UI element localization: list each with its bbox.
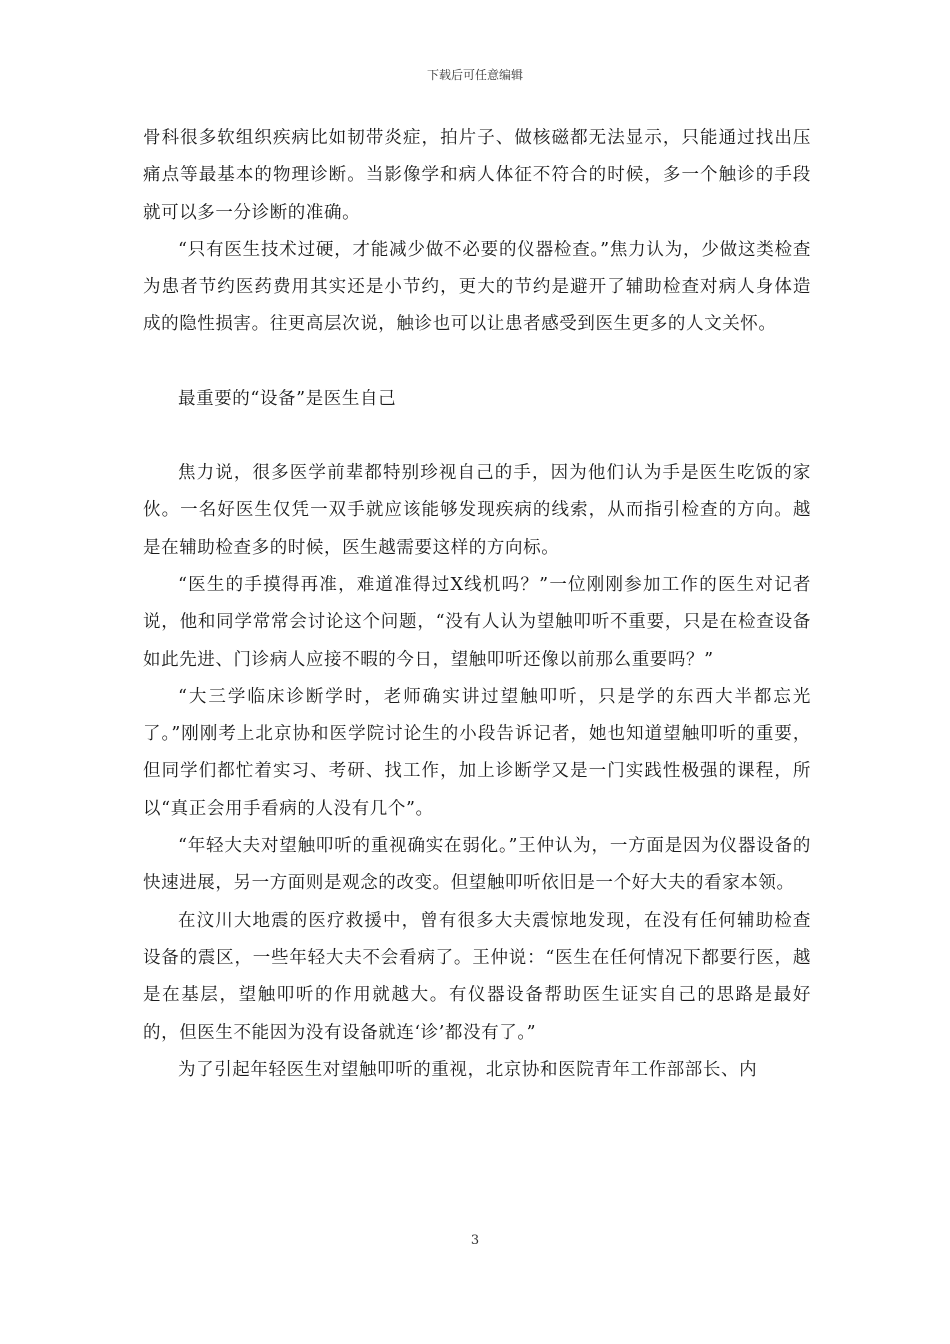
body-text: [143, 120, 811, 1089]
paragraph: “只有医生技术过硬，才能减少做不必要的仪器检查。”焦力认为，少做这类检查为患者节约医药费用其实还是小节约，更大的节约是避开了辅助检查对病人身体造成的隐性损害。往更高层次说，触诊也可以让患者感受到医生更多的人文关怀。: [143, 239, 811, 335]
paragraph: “大三学临床诊断学时，老师确实讲过望触叩听，只是学的东西大半都忘光了。”刚刚考上北京协和医学院讨论生的小段告诉记者，她也知道望触叩听的重要，但同学们都忙着实习、考研、找工作，加上诊断学又是一门实践性极强的课程，所以“真正会用手看病的人没有几个”。: [143, 686, 811, 819]
page-number: 3: [470, 1233, 480, 1248]
paragraph: “医生的手摸得再准，难道准得过X线机吗？”一位刚刚参加工作的医生对记者说，他和同学常常会讨论这个问题，“没有人认为望触叩听不重要，只是在检查设备如此先进、门诊病人应接不暇的今日，望触叩听还像以前那么重要吗？”: [143, 574, 811, 670]
paragraph: 焦力说，很多医学前辈都特别珍视自己的手，因为他们认为手是医生吃饭的家伙。一名好医生仅凭一双手就应该能够发现疾病的线索，从而指引检查的方向。越是在辅助检查多的时候，医生越需要这样的方向标。: [143, 463, 811, 558]
paragraph: 为了引起年轻医生对望触叩听的重视，北京协和医院青年工作部部长、内: [178, 1059, 758, 1080]
page-header: 下载后可任意编辑: [426, 68, 523, 82]
paragraph: “年轻大夫对望触叩听的重视确实在弱化。”王仲认为，一方面是因为仪器设备的快速进展，另一方面则是观念的改变。但望触叩听依旧是一个好大夫的看家本领。: [143, 836, 811, 894]
paragraph: 骨科很多软组织疾病比如韧带炎症，拍片子、做核磁都无法显示，只能通过找出压痛点等最基本的物理诊断。当影像学和病人体征不符合的时候，多一个触诊的手段就可以多一分诊断的准确。: [143, 128, 811, 223]
section-heading: 最重要的“设备”是医生自己: [178, 388, 397, 409]
paragraph: 在汶川大地震的医疗救援中，曾有很多大夫震惊地发现，在没有任何辅助检查设备的震区，一些年轻大夫不会看病了。王仲说：“医生在任何情况下都要行医，越是在基层，望触叩听的作用就越大。有仪器设备帮助医生证实自己的思路是最好的，但医生不能因为没有设备就连‘诊’都没有了。”: [143, 910, 811, 1043]
